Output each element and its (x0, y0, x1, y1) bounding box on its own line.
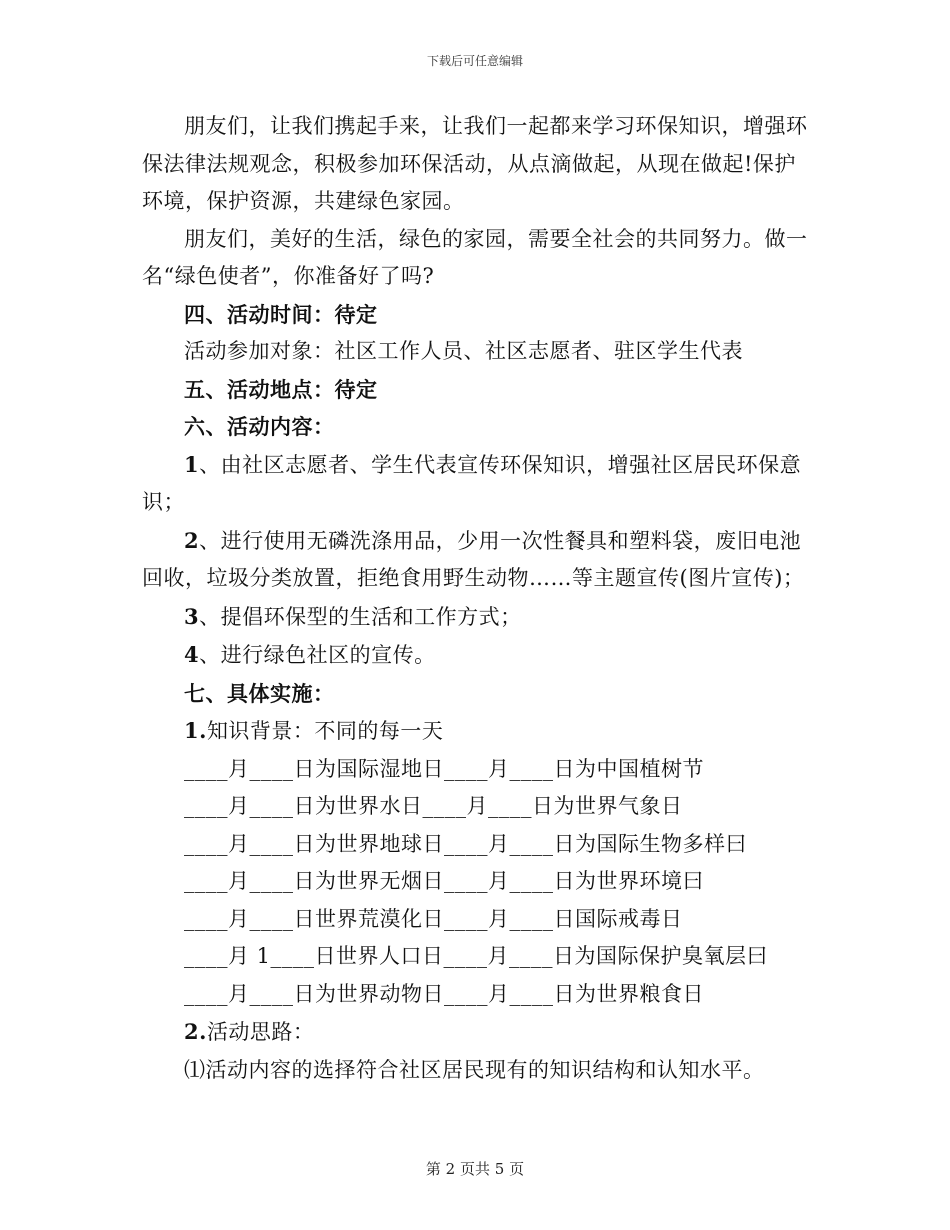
item-number: 1. (184, 718, 207, 743)
observance-day-line: ____月____日为世界水日____月____日为世界气象日 (184, 794, 683, 818)
document-body (142, 108, 810, 1089)
item-text: 知识背景：不同的每一天 (206, 719, 444, 743)
section-title-implementation: 七、具体实施： (184, 680, 335, 706)
item-number: 2 (184, 527, 200, 553)
observance-day-line: ____月 1____日世界人口日____月____日为国际保护臭氧层曰 (184, 944, 769, 968)
thinking-point: ⑴活动内容的选择符合社区居民现有的知识结构和认知水平。 (184, 1057, 765, 1082)
paragraph: 朋友们，让我们携起手来，让我们一起都来学习环保知识，增强环保法律法规观念，积极参加环保活动，从点滴做起，从现在做起!保护环境，保护资源，共建绿色家园。 (142, 114, 808, 213)
thinking-heading (142, 1013, 810, 1052)
content-item (142, 446, 810, 522)
content-item (142, 522, 810, 598)
page-header: 下载后可任意编辑 (426, 54, 523, 68)
section-title-time: 四、活动时间：待定 (184, 301, 378, 327)
observance-day-line: ____月____日为世界无烟日____月____日为世界环境曰 (184, 869, 704, 893)
page-footer: 第 2 页共 5 页 (425, 1160, 525, 1178)
observance-day-line: ____月____日为世界动物日____月____日为世界粮食日 (184, 981, 704, 1006)
item-text: 活动思路： (206, 1020, 315, 1044)
knowledge-heading (142, 712, 810, 751)
content-item (142, 598, 810, 637)
section-title-content: 六、活动内容： (184, 414, 335, 439)
item-text: 、进行使用无磷洗涤用品，少用一次性餐具和塑料袋，废旧电池回收，垃圾分类放置，拒绝食用野生动物……等主题宣传(图片宣传)； (142, 528, 805, 590)
observance-day-line: ____月____日为世界地球日____月____日为国际生物多样曰 (184, 831, 747, 856)
item-text: 、进行绿色社区的宣传。 (199, 643, 436, 667)
item-number: 3 (184, 603, 200, 629)
content-item (142, 636, 810, 675)
participants-line: 活动参加对象：社区工作人员、社区志愿者、驻区学生代表 (184, 339, 743, 363)
paragraph: 朋友们，美好的生活，绿色的家园，需要全社会的共同努力。做一名“绿色使者”，你准备好了吗? (142, 226, 808, 288)
observance-day-line: ____月____日为国际湿地日____月____日为中国植树节 (184, 756, 704, 781)
section-title-location: 五、活动地点：待定 (184, 376, 378, 402)
item-text: 、提倡环保型的生活和工作方式； (199, 604, 522, 629)
item-text: 、由社区志愿者、学生代表宣传环保知识，增强社区居民环保意识； (142, 452, 802, 514)
item-number: 4 (184, 642, 200, 667)
item-number: 2. (184, 1019, 207, 1044)
observance-day-line: ____月____日世界荒漠化日____月____日国际戒毒日 (184, 906, 683, 931)
item-number: 1 (184, 451, 200, 477)
